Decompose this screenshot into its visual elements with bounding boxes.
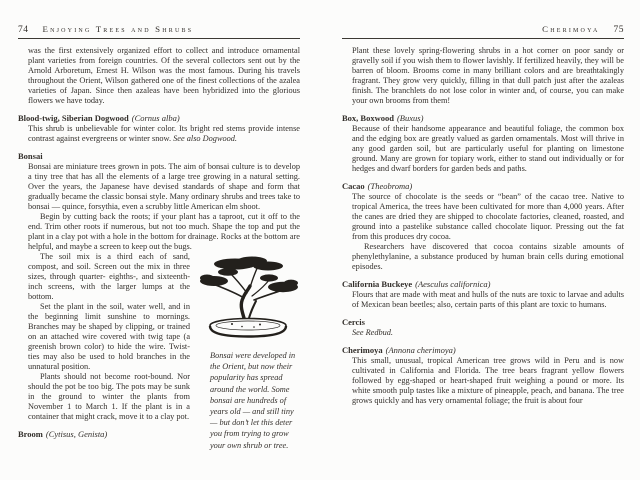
entry-name: California Buckeye — [342, 279, 413, 289]
bonsai-tree-illustration — [198, 252, 300, 338]
paragraph-cacao-1: The source of chocolate is the seeds or “bean” of the cacao tree. Native to tropical America, the trees have been cultivated for more than 4,000 years. After the canes are dried they are shipped to chocolate factories, cleaned, roasted, and ground into a pastelike substance called chocolate liquor. Pressing out the fat from this produces dry cocoa. — [352, 192, 624, 241]
entry-latin-name: (Theobroma) — [367, 181, 413, 191]
paragraph-bonsai-2: Begin by cutting back the roots; if your plant has a taproot, cut it off to the end. Trim other roots if numerous, but not too much. Shape the top and put the plant in a clay pot with a hole in the bottom for drainage. Rocks at the bottom are helpful, and maybe a screen to keep out the bugs. — [28, 212, 300, 251]
paragraph-cacao-2: Researchers have discovered that cocoa contains sizable amounts of phenylethylanine, a substance produced by human brain cells during emotional episodes. — [352, 242, 624, 271]
bonsai-figure — [198, 252, 300, 451]
paragraph-cercis — [352, 328, 624, 338]
entry-heading-california-buckeye — [342, 279, 624, 289]
running-title-left: Enjoying Trees and Shrubs — [42, 24, 194, 34]
entry-name: Broom — [18, 429, 43, 439]
entry-latin-name: (Aesculus californica) — [415, 279, 491, 289]
entry-name: Cherimoya — [342, 345, 383, 355]
entry-name: Bonsai — [18, 151, 43, 161]
entry-heading-cherimoya — [342, 345, 624, 355]
running-header-right — [342, 24, 624, 39]
entry-latin-name: (Cornus alba) — [131, 113, 180, 123]
page-number-right: 75 — [613, 25, 624, 35]
entry-latin-name: (Cytisus, Genista) — [45, 429, 108, 439]
paragraph-buckeye: Flours that are made with meat and hulls of the nuts are toxic to larvae and adults of Mexican bean beetles; also, certain parts of this plant are toxic to humans. — [352, 290, 624, 309]
paragraph-bloodtwig — [28, 124, 300, 144]
entry-name: Cercis — [342, 317, 365, 327]
paragraph-bonsai-5: Plants should not become root-bound. Nor should the pot be too big. The pots may be sunk in the ground to winter the plants from November 1 to March 1. If the plant is in a container that might crack, move it to a clay pot. — [28, 372, 190, 421]
paragraph-bonsai-1: Bonsai are miniature trees grown in pots. The aim of bonsai culture is to develop a tiny tree that has all the elements of a large tree growing in a natural setting. Over the years, the Japanese have devised standards of shape and form that gradually became the classic bonsai style. Many ordinary shrubs and trees take to bonsai — quince, forsythia, even a scrubby little American elm shoot. — [28, 162, 300, 211]
entry-name: Cacao — [342, 181, 365, 191]
entry-heading-cacao — [342, 181, 624, 191]
paragraph-broom-continuation: Plant these lovely spring-flowering shrubs in a hot corner on poor sandy or gravelly soil if you wish them to flower lavishly. If fertilized heavily, they will be barren of bloom. Brooms come in many brilliant colors and are breathtakingly fragrant. They grow very quickly, filling in that dull patch just after the azaleas finish. The branchlets do not lose color in winter and, of course, you can make your own brooms from them! — [352, 46, 624, 105]
entry-heading-bonsai — [18, 151, 300, 161]
entry-name: Box, Boxwood — [342, 113, 394, 123]
paragraph-bonsai-3: The soil mix is a third each of sand, compost, and soil. Screen out the mix in three sizes, through quarter- eighths-, and sixteenth-inch screens, with the larger lumps at the bottom. — [28, 252, 190, 301]
paragraph-box: Because of their handsome appearance and beautiful foliage, the common box and the edging box are greatly valued as garden ornamentals. Most will thrive in any good garden soil, but are particularly useful for planting on limestone ground. Many are grown for topiary work, either to stand out individually or for hedges and dwarf borders for garden beds and paths. — [352, 124, 624, 173]
entry-name: Blood-twig, Siberian Dogwood — [18, 113, 129, 123]
entry-heading-box — [342, 113, 624, 123]
see-reference: See Redbud. — [352, 328, 394, 337]
paragraph-bonsai-4: Set the plant in the soil, water well, and in the beginning limit sunshine to mornings. Branches may be shaped by clipping, or trained on an attached wire covered with twig tape (a greenish brown color) to hide the wire. Twist-ties may also be used to hold branches in the unnatural position. — [28, 302, 190, 371]
entry-latin-name: (Buxus) — [396, 113, 424, 123]
running-header-left — [18, 24, 300, 39]
bonsai-figure-caption: Bonsai were developed in the Orient, but now their popularity has spread around the world. Some bonsai are hundreds of years old — and still tiny — but don’t let this deter you from trying to grow your own shrub or tree. — [210, 351, 296, 450]
paragraph-cherimoya: This small, unusual, tropical American tree grows wild in Peru and is now cultivated in California and Florida. The tree bears fragrant yellow flowers followed by egg-shaped or heart-shaped fruit weighing a pound or more. Its white smooth pulp tastes like a mixture of pineapple, peach, and banana. The tree grows quickly and has very ornamental foliage; the fruit is about four — [352, 356, 624, 405]
entry-heading-cercis — [342, 317, 624, 327]
bloodtwig-body: This shrub is unbelievable for winter color. Its bright red stems provide intense contrast against evergreens or winter snow. — [28, 124, 300, 143]
entry-latin-name: (Annona cherimoya) — [385, 345, 456, 355]
entry-heading-bloodtwig — [18, 113, 300, 123]
page-number-left: 74 — [18, 25, 29, 35]
running-title-right: Cherimoya — [542, 24, 600, 34]
page-right — [320, 0, 640, 480]
see-also-reference: See also Dogwood. — [173, 134, 237, 143]
paragraph-intro-continuation: was the first extensively organized effort to collect and introduce ornamental plant varieties from foreign countries. Of the several collectors sent out by the Arnold Arboretum, Ernest H. Wilson was the most famous. During his travels throughout the Orient, Wilson gathered one of the finest collections of the azalea varieties of Japan. Since then azaleas have been hybridized into the glorious flowers we have today. — [28, 46, 300, 105]
